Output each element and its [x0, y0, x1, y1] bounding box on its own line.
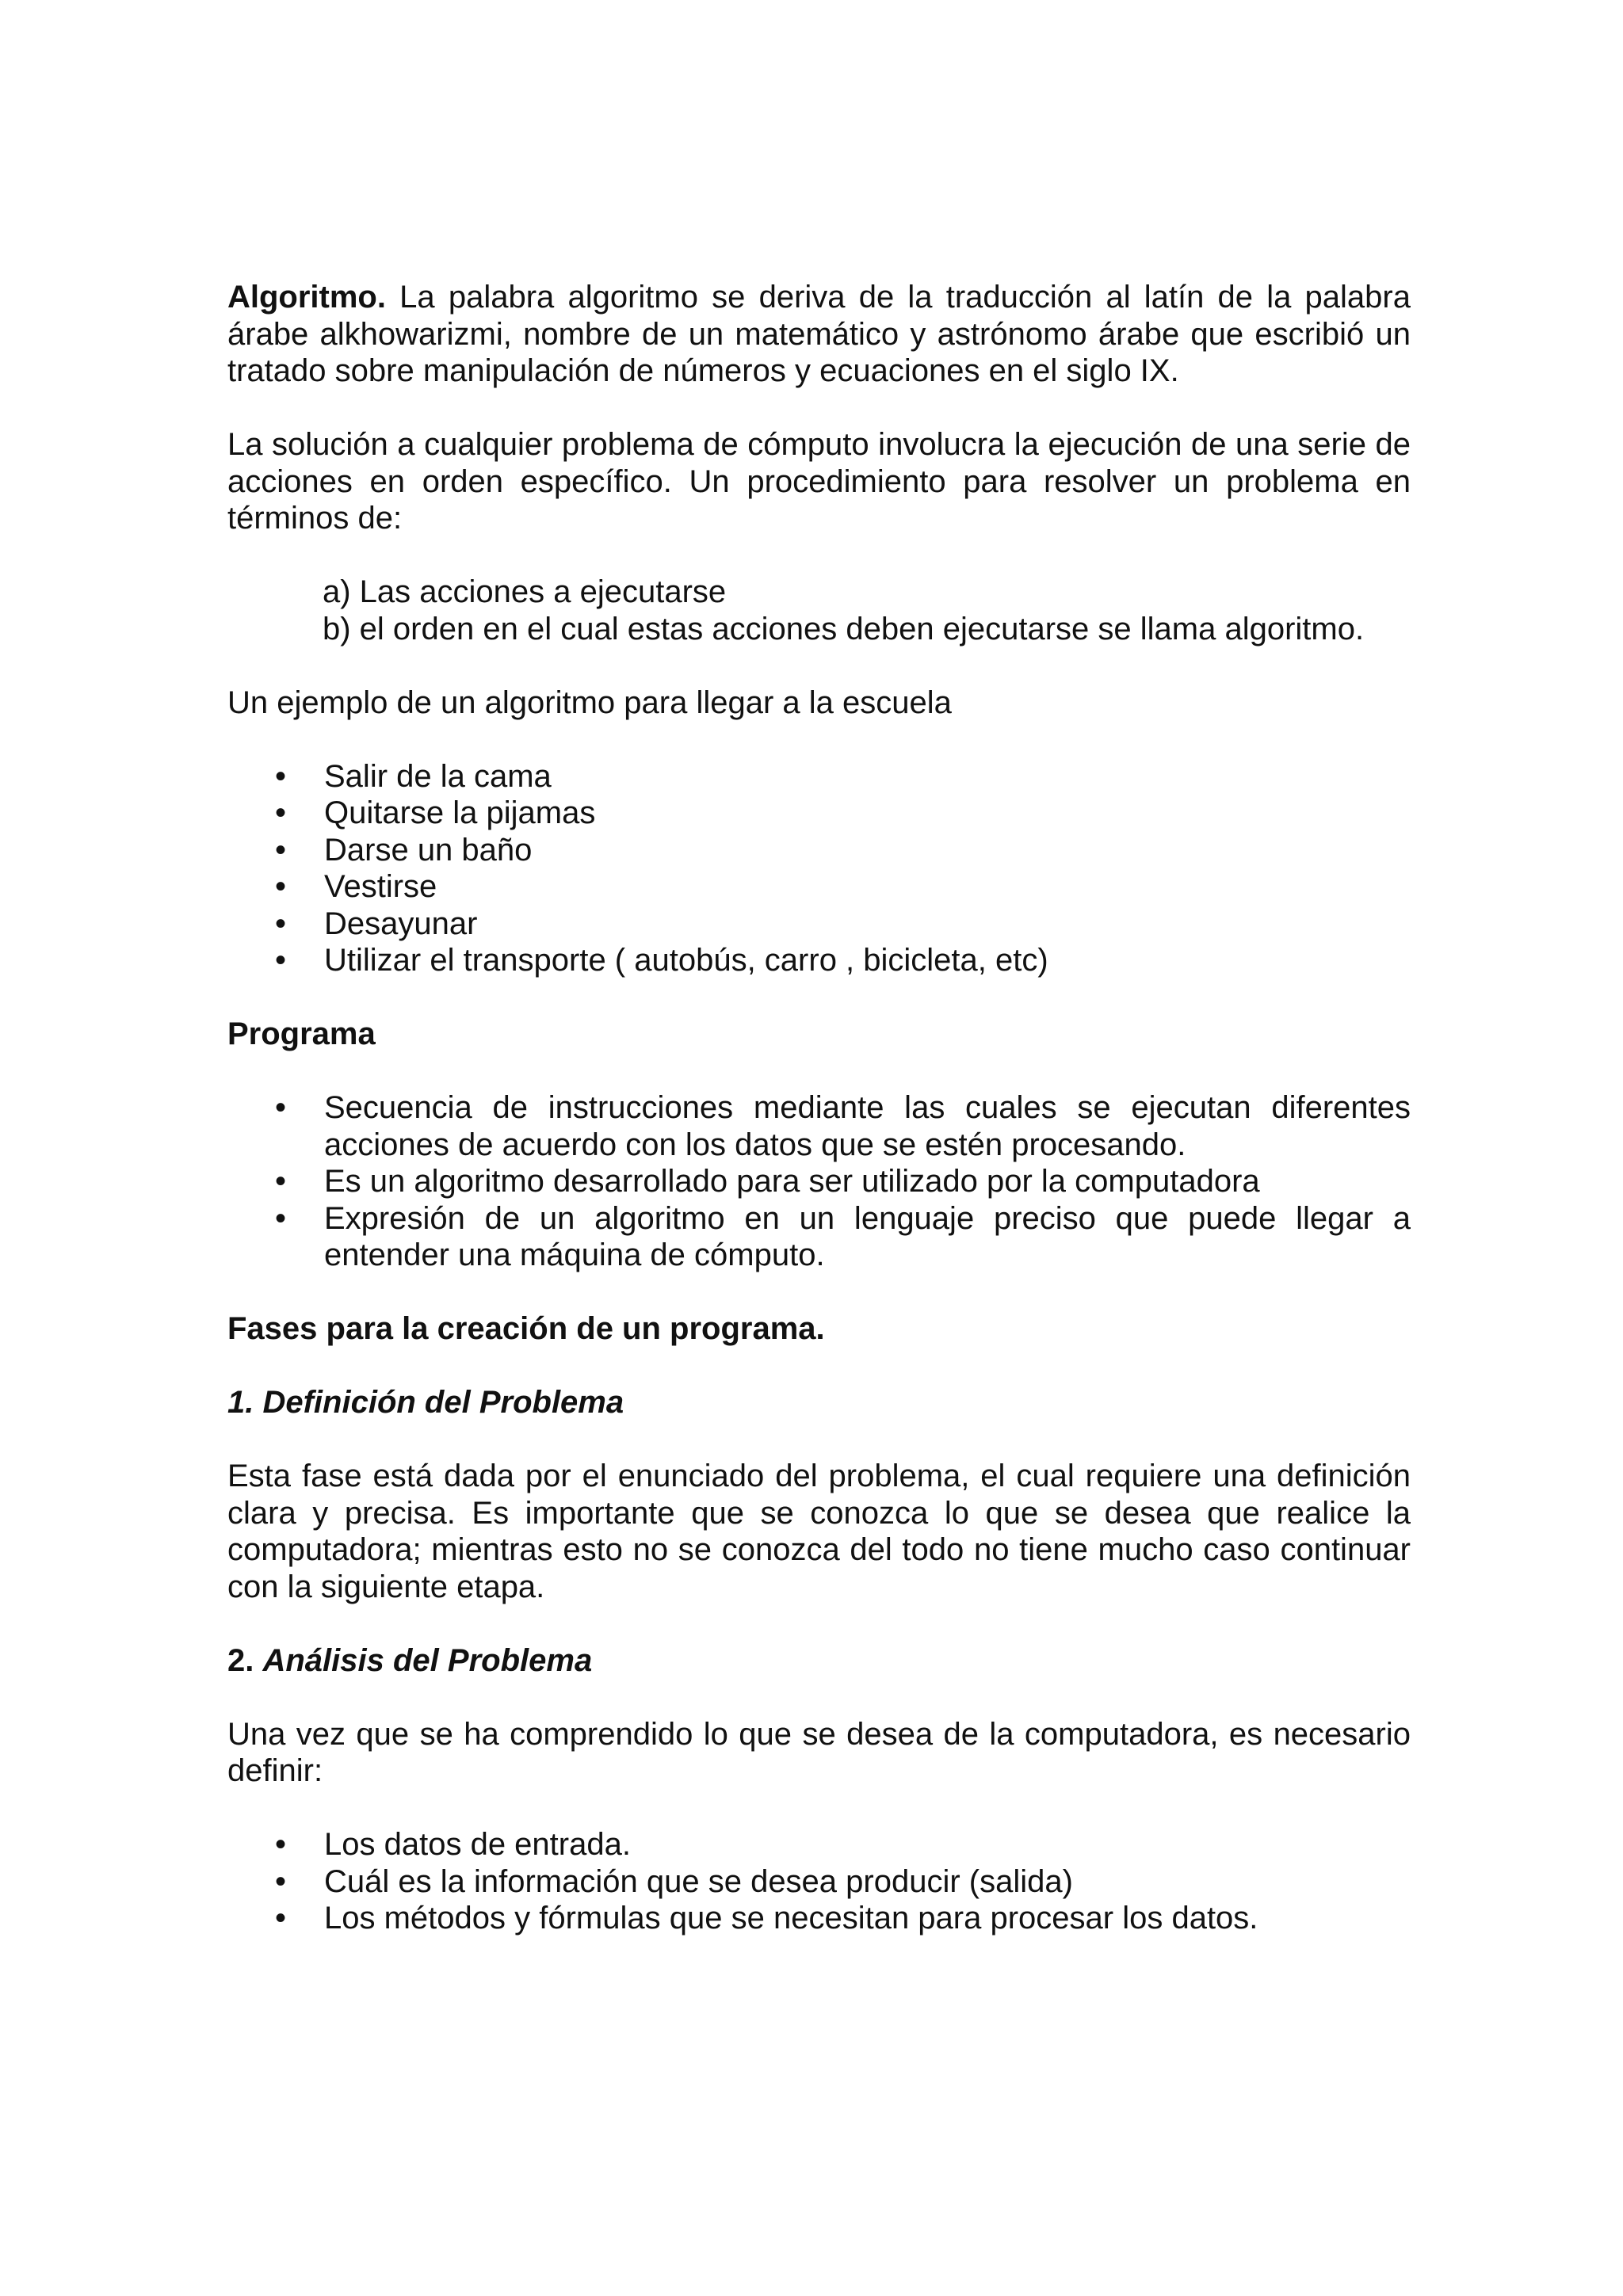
- list-item: [227, 832, 1411, 869]
- list-item: [227, 1863, 1411, 1901]
- bullet-icon: •: [275, 1863, 287, 1899]
- list-item-text: Desayunar: [324, 906, 478, 941]
- bullet-icon: •: [275, 832, 287, 868]
- algoritmo-term: Algoritmo.: [227, 280, 386, 315]
- bullet-icon: •: [275, 943, 287, 978]
- list-item: [227, 1900, 1411, 1937]
- fase2-number: 2.: [227, 1642, 254, 1678]
- list-item-text: Expresión de un algoritmo en un lenguaje preciso que puede llegar a entender una máquina de cómputo.: [324, 1200, 1411, 1272]
- list-item: [227, 1200, 1411, 1274]
- list-item: [227, 795, 1411, 832]
- fase1-paragraph: Esta fase está dada por el enunciado del problema, el cual requiere una definición clara y precisa. Es importante que se conozca lo que se desea que realice la computadora; mientras esto no se conozca del todo no tiene mucho caso continuar con la siguiente etapa.: [227, 1459, 1411, 1604]
- bullet-icon: •: [275, 1901, 287, 1936]
- list-item-text: Los datos de entrada.: [324, 1827, 631, 1862]
- list-item: [227, 1163, 1411, 1200]
- list-item-text: Secuencia de instrucciones mediante las cuales se ejecutan diferentes acciones de acuerdo con los datos que se estén procesando.: [324, 1090, 1411, 1162]
- list-item: [227, 758, 1411, 795]
- bullet-icon: •: [275, 1164, 287, 1199]
- list-item-text: Los métodos y fórmulas que se necesitan para procesar los datos.: [324, 1901, 1258, 1936]
- list-item-text: Quitarse la pijamas: [324, 795, 596, 830]
- fases-heading: Fases para la creación de un programa.: [227, 1311, 825, 1346]
- bullet-icon: •: [275, 869, 287, 904]
- list-item-text: Utilizar el transporte ( autobús, carro , bicicleta, etc): [324, 943, 1048, 978]
- bullet-icon: •: [275, 1200, 287, 1236]
- fase2-title: Análisis del Problema: [262, 1642, 593, 1678]
- solution-paragraph: La solución a cualquier problema de cómputo involucra la ejecución de una serie de acciones en orden específico. Un procedimiento para resolver un problema en términos de:: [227, 427, 1411, 536]
- example-intro: Un ejemplo de un algoritmo para llegar a la escuela: [227, 685, 952, 720]
- bullet-icon: •: [275, 1090, 287, 1125]
- list-item-text: Es un algoritmo desarrollado para ser utilizado por la computadora: [324, 1164, 1260, 1199]
- fase2-list: [227, 1826, 1411, 1937]
- list-item-text: Salir de la cama: [324, 758, 552, 794]
- intro-text: La palabra algoritmo se deriva de la traducción al latín de la palabra árabe alkhowarizmi, nombre de un matemático y astrónomo árabe que escribió un tratado sobre manipulación de números y ecuaciones en el siglo IX.: [227, 280, 1411, 388]
- list-item-text: Cuál es la información que se desea producir (salida): [324, 1863, 1073, 1899]
- list-item-text: Darse un baño: [324, 832, 533, 868]
- list-item: [227, 942, 1411, 979]
- bullet-icon: •: [275, 758, 287, 794]
- list-item: a) Las acciones a ejecutarse: [323, 574, 727, 609]
- fase2-paragraph: Una vez que se ha comprendido lo que se desea de la computadora, es necesario definir:: [227, 1716, 1411, 1788]
- terms-list: [227, 574, 1411, 647]
- fase2-heading: [227, 1642, 1411, 1680]
- list-item-text: Vestirse: [324, 869, 437, 904]
- bullet-icon: •: [275, 1827, 287, 1862]
- intro-paragraph: [227, 279, 1411, 390]
- document-page: [227, 279, 1411, 1937]
- fase1-heading: 1. Definición del Problema: [227, 1385, 624, 1420]
- list-item: [227, 868, 1411, 906]
- list-item: b) el orden en el cual estas acciones deben ejecutarse se llama algoritmo.: [323, 611, 1365, 646]
- example-steps-list: [227, 758, 1411, 979]
- list-item: [227, 1826, 1411, 1863]
- list-item: [227, 906, 1411, 943]
- bullet-icon: •: [275, 795, 287, 830]
- programa-list: [227, 1089, 1411, 1274]
- bullet-icon: •: [275, 906, 287, 941]
- programa-heading: Programa: [227, 1016, 376, 1051]
- list-item: [227, 1089, 1411, 1163]
